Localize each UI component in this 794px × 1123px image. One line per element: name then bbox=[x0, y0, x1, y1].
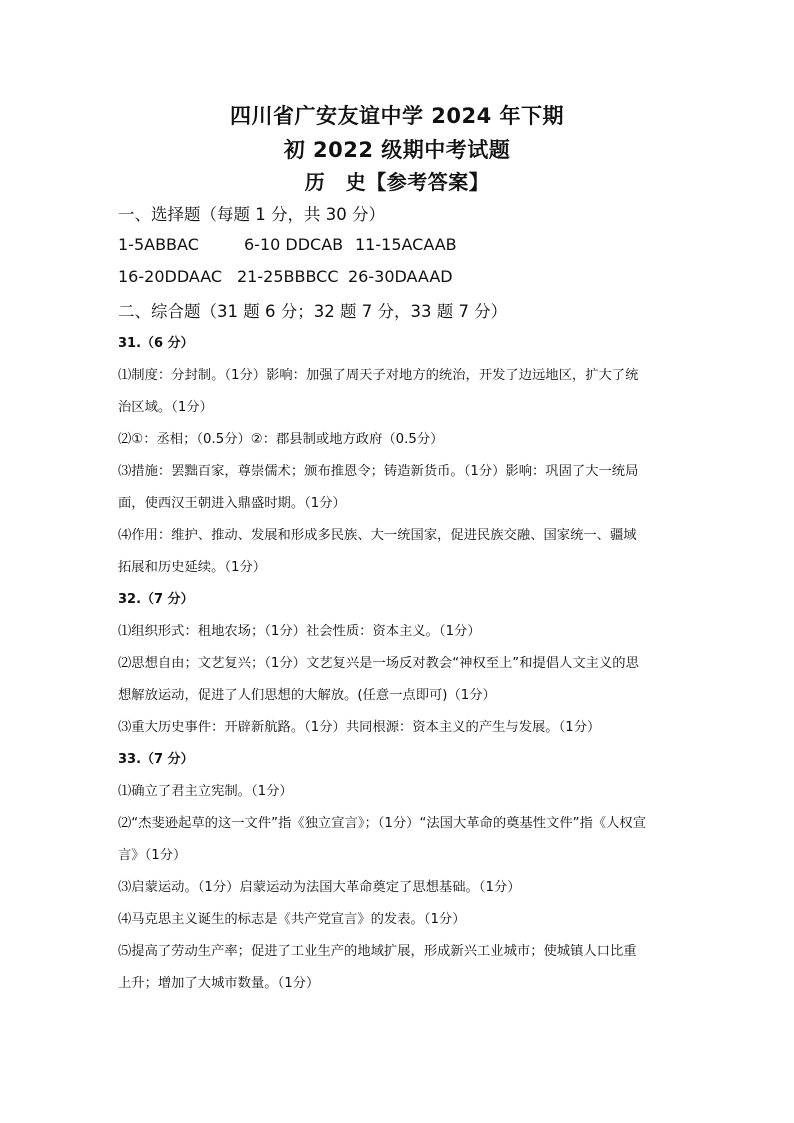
choice-answer-group: 21-25BBBCC bbox=[237, 267, 339, 286]
choice-answer-group: 6-10 DDCAB bbox=[244, 235, 344, 254]
choice-answer-group: 11-15ACAAB bbox=[355, 235, 457, 254]
question-heading: 31.（6 分） bbox=[118, 336, 194, 351]
doc-title-school: 四川省广安友谊中学 2024 年下期 bbox=[229, 104, 565, 128]
answer-line: ⑵思想自由；文艺复兴；（1分）文艺复兴是一场反对教会“神权至上”和提倡人文主义的思 bbox=[118, 656, 639, 671]
answer-line: 治区域。（1分） bbox=[118, 400, 213, 415]
answer-line: 言》（1分） bbox=[118, 848, 187, 863]
answer-line: ⑶措施：罢黜百家，尊崇儒术；颁布推恩令；铸造新货币。（1分）影响：巩固了大一统局 bbox=[118, 464, 639, 479]
answer-line: ⑴组织形式：租地农场；（1分）社会性质：资本主义。（1分） bbox=[118, 624, 481, 639]
answer-line: 想解放运动，促进了人们思想的大解放。(任意一点即可)（1分） bbox=[118, 688, 496, 703]
section-heading-comprehensive: 二、综合题（31 题 6 分；32 题 7 分，33 题 7 分） bbox=[118, 302, 508, 321]
choice-answer-group: 1-5ABBAC bbox=[118, 235, 199, 254]
choice-answer-group: 26-30DAAAD bbox=[348, 267, 453, 286]
answer-line: ⑴制度：分封制。（1分）影响：加强了周天子对地方的统治，开发了边远地区，扩大了统 bbox=[118, 368, 639, 383]
doc-title-exam: 初 2022 级期中考试题 bbox=[283, 138, 511, 162]
choice-answer-group: 16-20DDAAC bbox=[118, 267, 223, 286]
question-heading: 33.（7 分） bbox=[118, 752, 194, 767]
answer-line: 拓展和历史延续。（1分） bbox=[118, 560, 267, 575]
answer-line: ⑶启蒙运动。（1分）启蒙运动为法国大革命奠定了思想基础。（1分） bbox=[118, 880, 521, 895]
answer-line: ⑵①：丞相；（0.5分）②：郡县制或地方政府（0.5分） bbox=[118, 432, 444, 447]
answer-line: ⑷作用：维护、推动、发展和形成多民族、大一统国家，促进民族交融、国家统一、疆域 bbox=[118, 528, 637, 543]
answer-line: ⑶重大历史事件：开辟新航路。（1分）共同根源：资本主义的产生与发展。（1分） bbox=[118, 720, 601, 735]
doc-title-subject: 历 史【参考答案】 bbox=[304, 170, 490, 194]
answer-line: 面，使西汉王朝进入鼎盛时期。（1分） bbox=[118, 496, 346, 511]
section-heading-choice: 一、选择题（每题 1 分，共 30 分） bbox=[118, 205, 385, 224]
answer-line: ⑸提高了劳动生产率；促进了工业生产的地域扩展，形成新兴工业城市；使城镇人口比重 bbox=[118, 944, 637, 959]
answer-line: 上升；增加了大城市数量。（1分） bbox=[118, 976, 320, 991]
answer-line: ⑵“杰斐逊起草的这一文件”指《独立宣言》；（1分）“法国大革命的奠基性文件”指《人权宣 bbox=[118, 816, 646, 831]
question-heading: 32.（7 分） bbox=[118, 592, 194, 607]
answer-line: ⑷马克思主义诞生的标志是《共产党宣言》的发表。（1分） bbox=[118, 912, 466, 927]
answer-line: ⑴确立了君主立宪制。（1分） bbox=[118, 784, 293, 799]
